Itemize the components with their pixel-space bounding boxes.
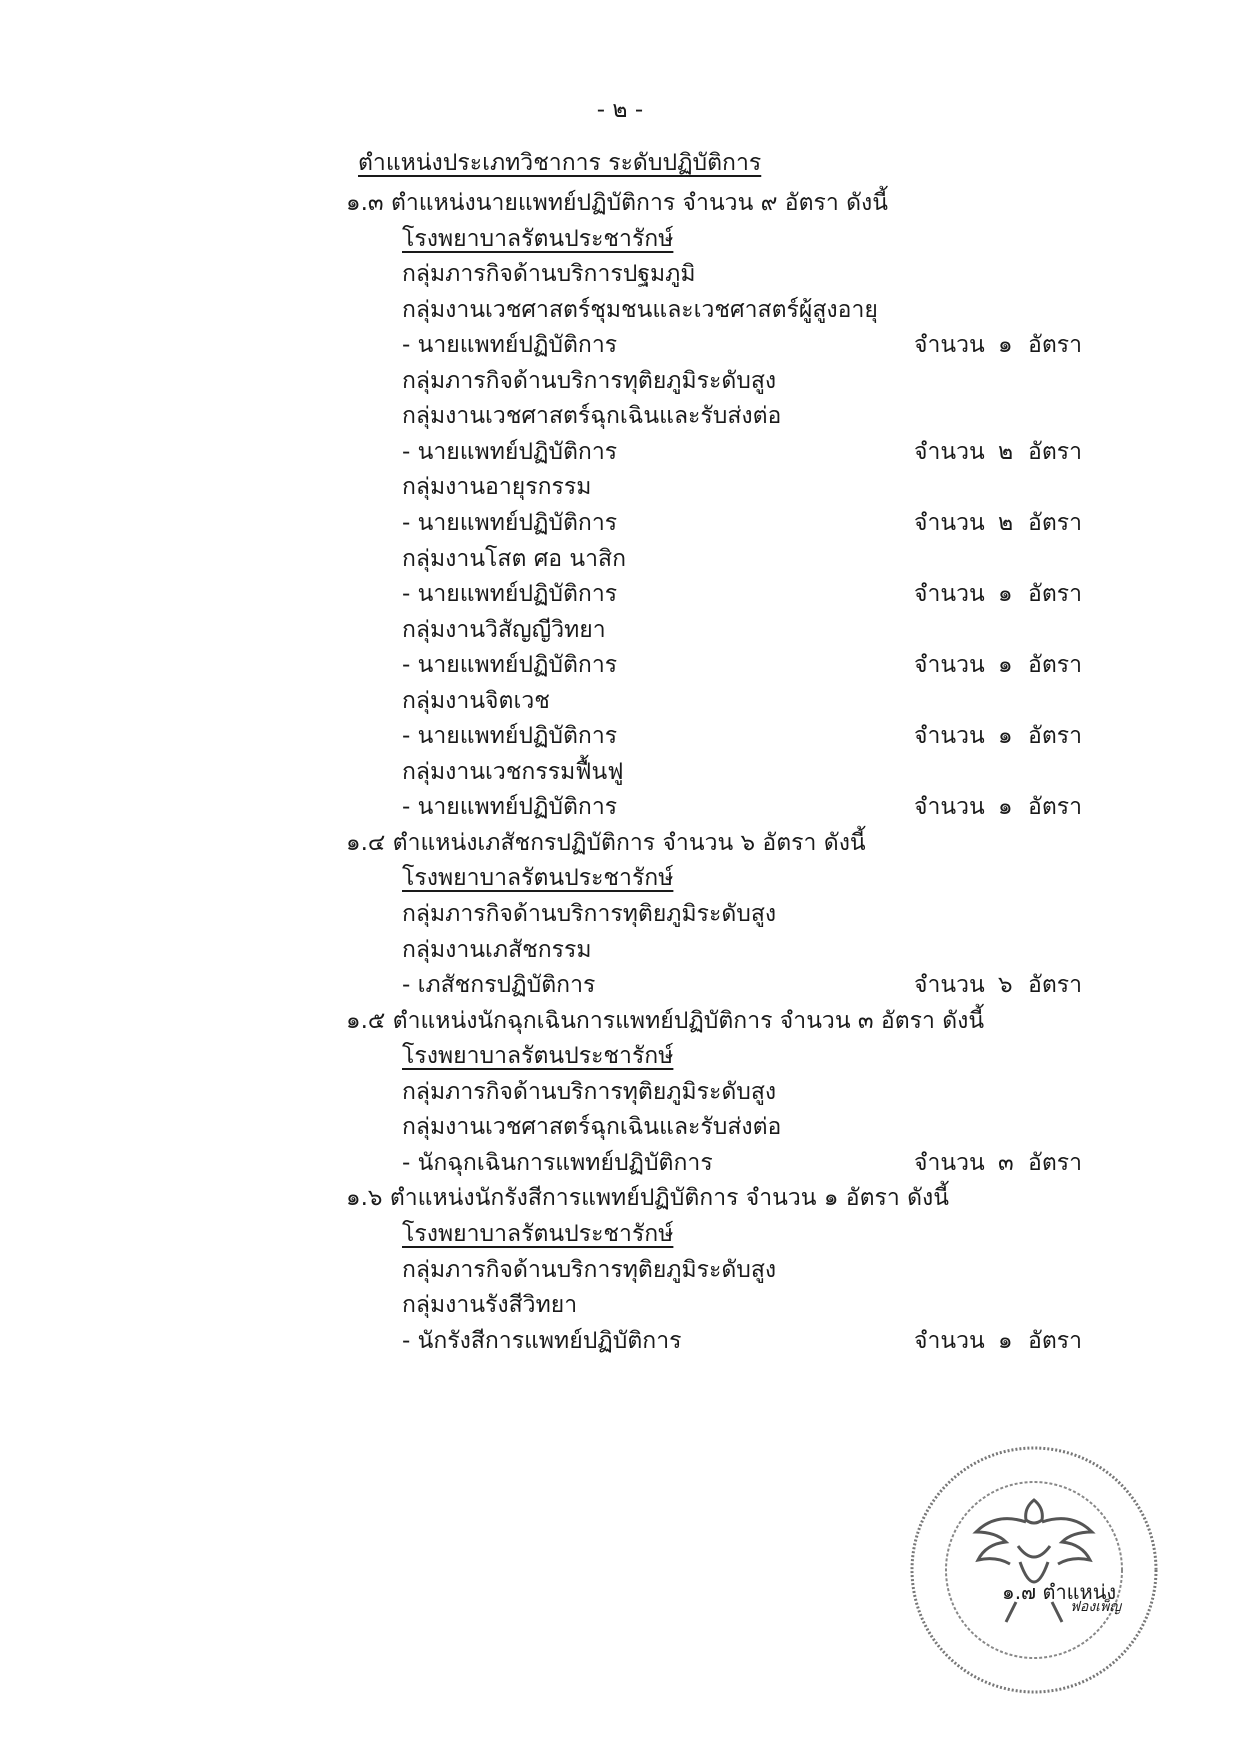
- position-item: - นายแพทย์ปฏิบัติการ: [402, 439, 618, 465]
- count-unit: อัตรา: [1028, 581, 1083, 607]
- position-heading: ๑.๕ ตำแหน่งนักฉุกเฉินการแพทย์ปฏิบัติการ จำนวน ๓ อัตรา ดังนี้: [346, 1008, 985, 1034]
- position-item: - นักรังสีการแพทย์ปฏิบัติการ: [402, 1328, 682, 1354]
- count-cell: [914, 1148, 1082, 1178]
- count-unit: อัตรา: [1028, 972, 1083, 998]
- count-unit: อัตรา: [1028, 439, 1083, 465]
- count-unit: อัตรา: [1028, 1150, 1083, 1176]
- count-value: ๑: [998, 1328, 1013, 1354]
- count-cell: [914, 1326, 1082, 1356]
- position-item: - นายแพทย์ปฏิบัติการ: [402, 332, 618, 358]
- count-label: จำนวน: [914, 439, 985, 465]
- count-label: จำนวน: [914, 510, 985, 536]
- position-item: - นายแพทย์ปฏิบัติการ: [402, 794, 618, 820]
- unit-line: กลุ่มงานอายุรกรรม: [402, 474, 592, 500]
- count-value: ๑: [998, 723, 1013, 749]
- count-unit: อัตรา: [1028, 723, 1083, 749]
- count-value: ๑: [998, 332, 1013, 358]
- position-heading: ๑.๓ ตำแหน่งนายแพทย์ปฏิบัติการ จำนวน ๙ อัตรา ดังนี้: [346, 190, 888, 216]
- count-unit: อัตรา: [1028, 332, 1083, 358]
- count-unit: อัตรา: [1028, 510, 1083, 536]
- unit-line: กลุ่มงานเวชศาสตร์ฉุกเฉินและรับส่งต่อ: [402, 403, 782, 429]
- count-value: ๒: [998, 510, 1014, 536]
- unit-line: กลุ่มงานเวชศาสตร์ฉุกเฉินและรับส่งต่อ: [402, 1114, 782, 1140]
- unit-line: โรงพยาบาลรัตนประชารักษ์: [402, 865, 674, 891]
- position-heading: ๑.๔ ตำแหน่งเภสัชกรปฏิบัติการ จำนวน ๖ อัตรา ดังนี้: [346, 830, 866, 856]
- count-cell: [914, 970, 1082, 1000]
- position-heading: ๑.๖ ตำแหน่งนักรังสีการแพทย์ปฏิบัติการ จำนวน ๑ อัตรา ดังนี้: [346, 1185, 949, 1211]
- count-value: ๓: [998, 1150, 1014, 1176]
- count-cell: [914, 792, 1082, 822]
- unit-line: กลุ่มภารกิจด้านบริการทุติยภูมิระดับสูง: [402, 1257, 777, 1283]
- unit-line: โรงพยาบาลรัตนประชารักษ์: [402, 1043, 674, 1069]
- count-unit: อัตรา: [1028, 794, 1083, 820]
- unit-line: กลุ่มภารกิจด้านบริการปฐมภูมิ: [402, 261, 696, 287]
- count-label: จำนวน: [914, 652, 985, 678]
- count-value: ๒: [998, 439, 1014, 465]
- signature: ฟองเพ็ญ: [1070, 1599, 1122, 1615]
- garuda-seal-stamp: [906, 1442, 1162, 1698]
- count-label: จำนวน: [914, 1150, 985, 1176]
- unit-line: กลุ่มงานเวชกรรมฟื้นฟู: [402, 759, 624, 785]
- unit-line: โรงพยาบาลรัตนประชารักษ์: [402, 226, 674, 252]
- unit-line: กลุ่มงานเภสัชกรรม: [402, 937, 592, 963]
- count-cell: [914, 330, 1082, 360]
- unit-line: กลุ่มงานรังสีวิทยา: [402, 1292, 578, 1318]
- count-label: จำนวน: [914, 1328, 985, 1354]
- unit-line: กลุ่มงานโสต ศอ นาสิก: [402, 546, 627, 572]
- count-cell: [914, 579, 1082, 609]
- count-unit: อัตรา: [1028, 652, 1083, 678]
- position-item: - นายแพทย์ปฏิบัติการ: [402, 652, 618, 678]
- section-heading: ตำแหน่งประเภทวิชาการ ระดับปฏิบัติการ: [358, 150, 762, 176]
- count-value: ๖: [998, 972, 1013, 998]
- unit-line: กลุ่มภารกิจด้านบริการทุติยภูมิระดับสูง: [402, 368, 777, 394]
- unit-line: กลุ่มงานวิสัญญีวิทยา: [402, 617, 606, 643]
- count-label: จำนวน: [914, 723, 985, 749]
- page-number: - ๒ -: [596, 97, 644, 123]
- count-cell: [914, 508, 1082, 538]
- count-label: จำนวน: [914, 972, 985, 998]
- count-value: ๑: [998, 794, 1013, 820]
- count-cell: [914, 721, 1082, 751]
- position-item: - นักฉุกเฉินการแพทย์ปฏิบัติการ: [402, 1150, 713, 1176]
- count-cell: [914, 650, 1082, 680]
- position-item: - เภสัชกรปฏิบัติการ: [402, 972, 596, 998]
- position-item: - นายแพทย์ปฏิบัติการ: [402, 581, 618, 607]
- unit-line: กลุ่มงานเวชศาสตร์ชุมชนและเวชศาสตร์ผู้สูงอายุ: [402, 297, 878, 323]
- unit-line: กลุ่มงานจิตเวช: [402, 688, 550, 714]
- unit-line: กลุ่มภารกิจด้านบริการทุติยภูมิระดับสูง: [402, 901, 777, 927]
- count-label: จำนวน: [914, 794, 985, 820]
- unit-line: โรงพยาบาลรัตนประชารักษ์: [402, 1221, 674, 1247]
- position-item: - นายแพทย์ปฏิบัติการ: [402, 723, 618, 749]
- count-value: ๑: [998, 652, 1013, 678]
- unit-line: กลุ่มภารกิจด้านบริการทุติยภูมิระดับสูง: [402, 1079, 777, 1105]
- count-unit: อัตรา: [1028, 1328, 1083, 1354]
- count-value: ๑: [998, 581, 1013, 607]
- stamp-overlay-text: ๑.๗ ตำแหน่ง: [1002, 1580, 1117, 1604]
- position-item: - นายแพทย์ปฏิบัติการ: [402, 510, 618, 536]
- count-label: จำนวน: [914, 332, 985, 358]
- count-cell: [914, 437, 1082, 467]
- count-label: จำนวน: [914, 581, 985, 607]
